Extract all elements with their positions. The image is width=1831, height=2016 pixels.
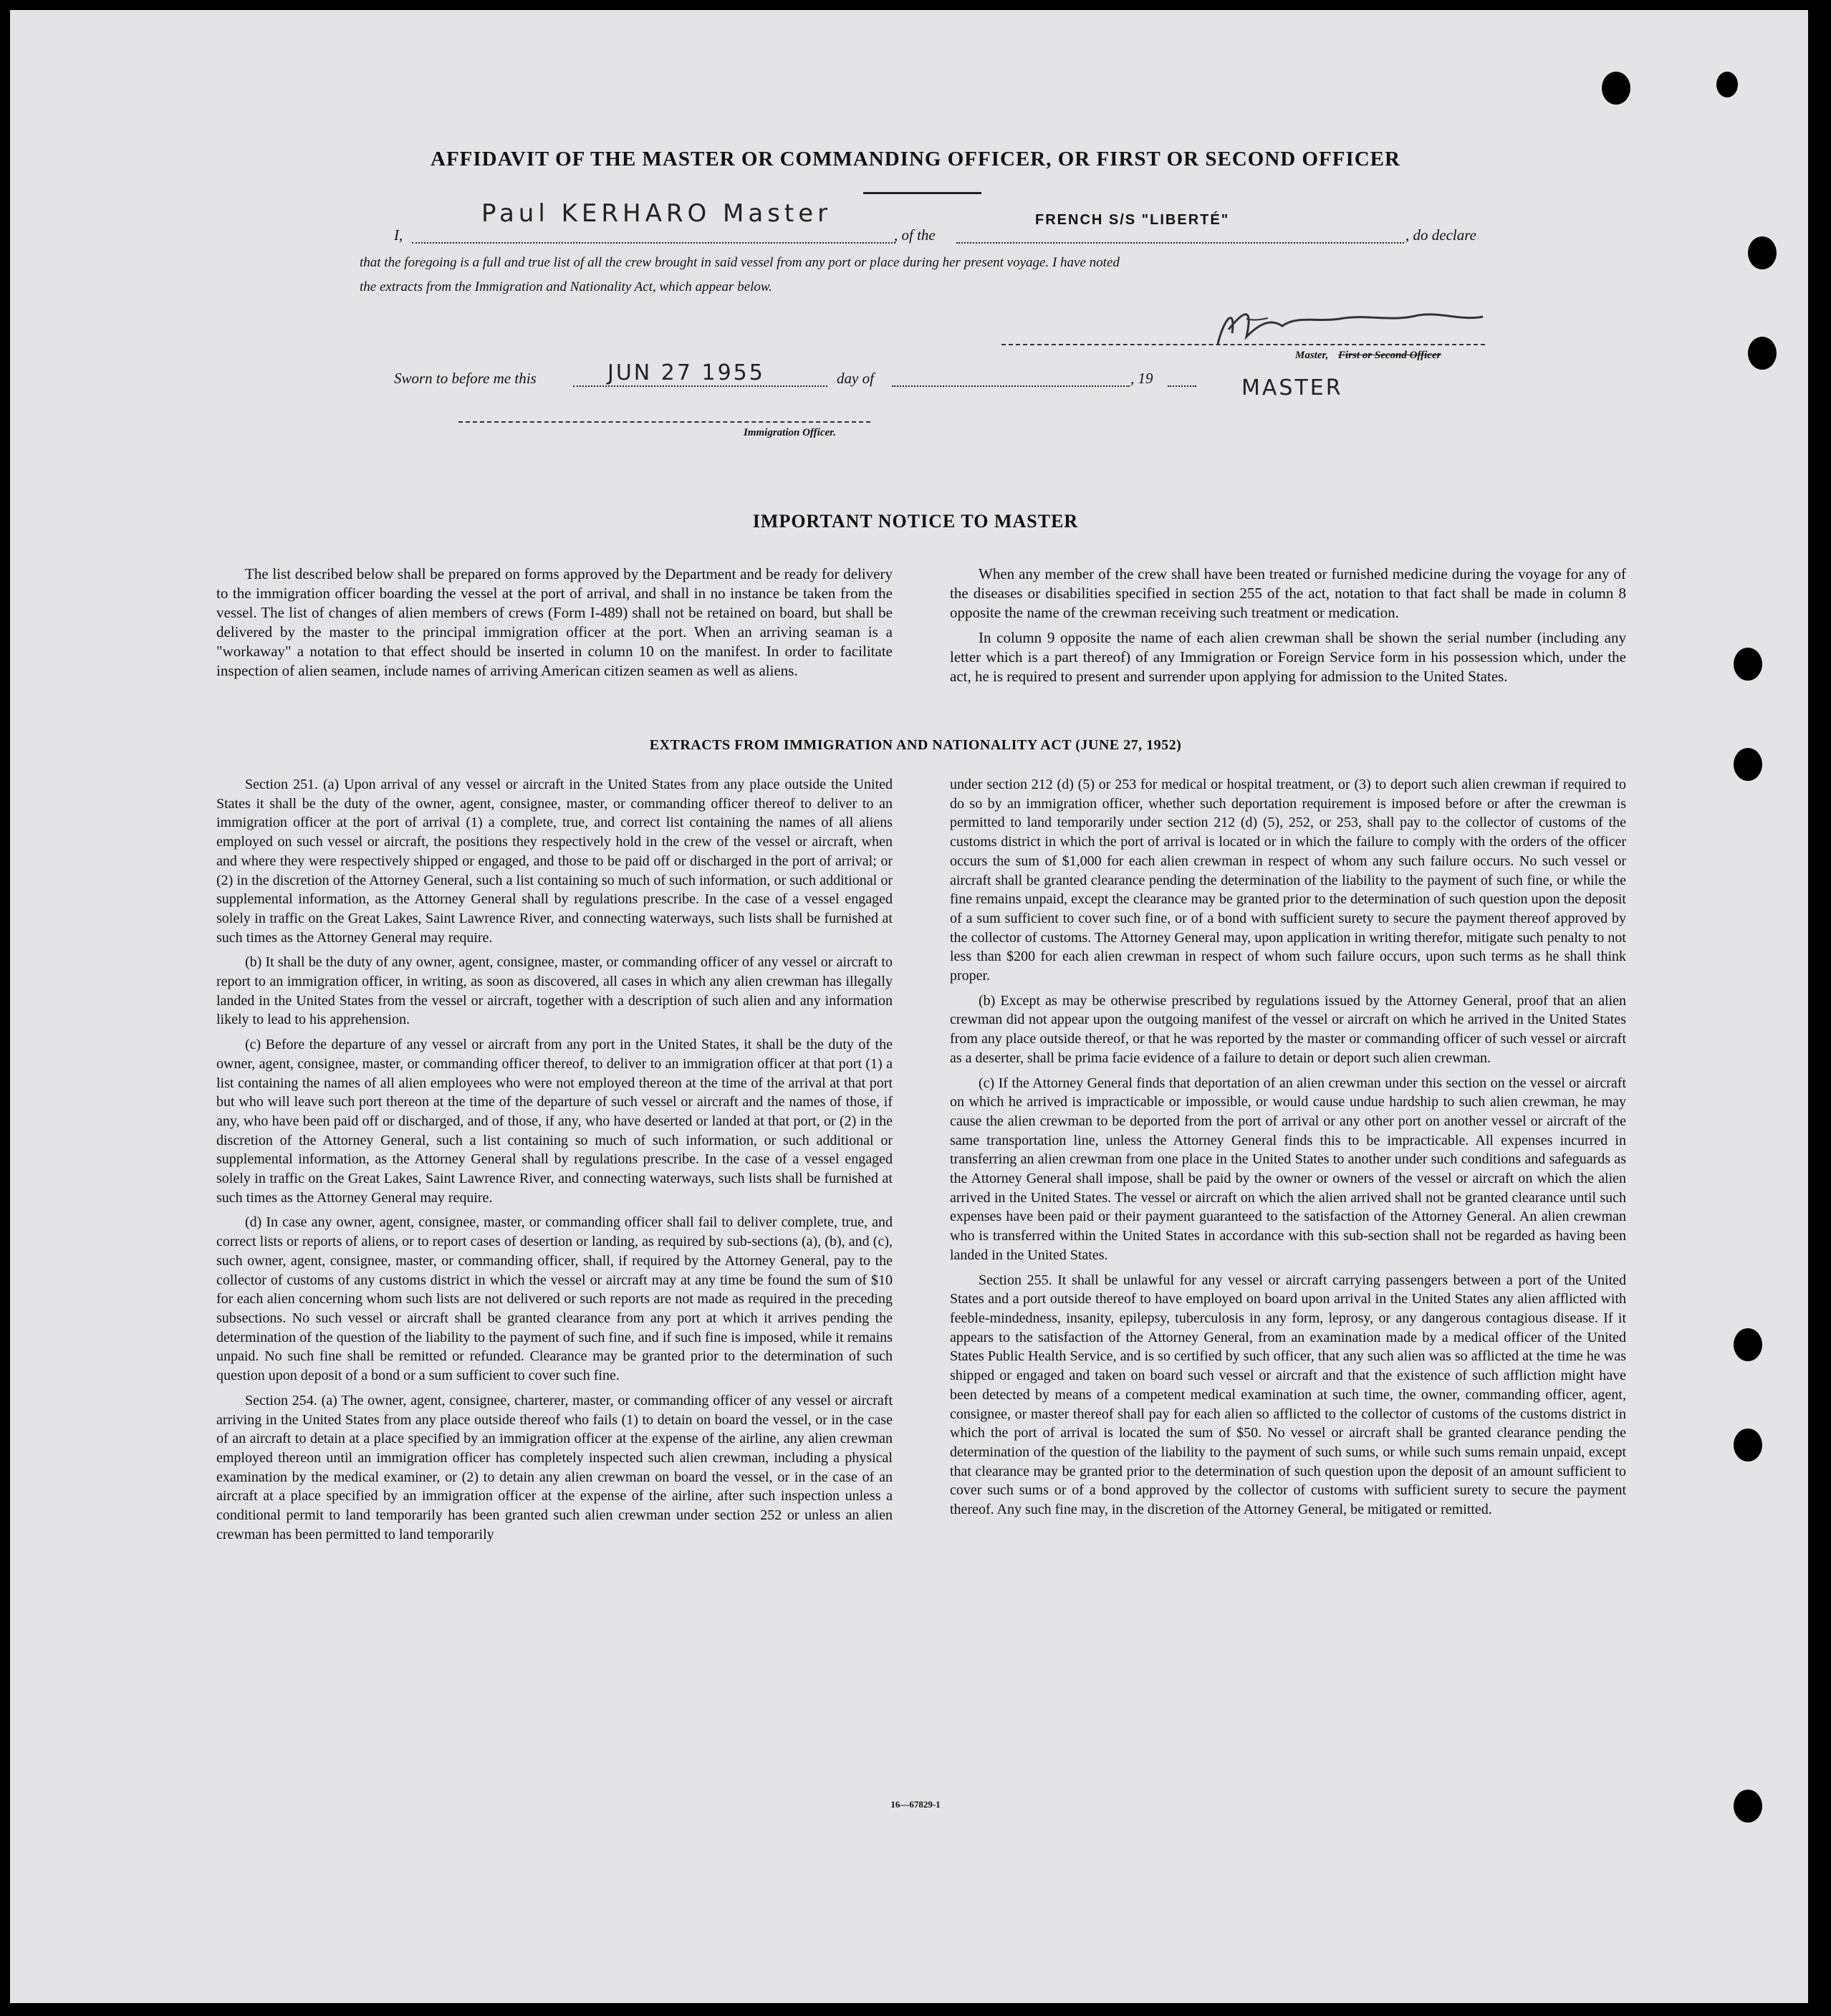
extracts-left-column <box>216 775 893 1550</box>
immigration-officer-line <box>458 421 870 423</box>
master-caption: Master, <box>1295 350 1329 361</box>
declaration-statement-2: the extracts from the Immigration and Nationality Act, which appear below. <box>360 279 772 294</box>
struck-officer-caption: First or Second Officer <box>1338 350 1441 361</box>
month-field-line <box>892 385 1130 387</box>
extract-paragraph: (b) Except as may be otherwise prescribed by regulations issued by the Attorney General, proof that an alien crewman did not appear upon the outgoing manifest of the vessel or aircraft on which he arrived in the United States from any place outside thereof, or that he was reported by the master or commanding officer of such vessel or aircraft as a deserter, shall be prima facie evidence of a failure to detain or deport such alien crewman. <box>950 992 1626 1066</box>
extract-paragraph: Section 251. (a) Upon arrival of any vessel or aircraft in the United States from any place outside the United States it shall be the duty of the owner, agent, consignee, master, or commanding officer thereof to deliver to an immigration officer at the port of arrival (1) a complete, true, and correct list containing the names of all aliens employed on such vessel or aircraft, the positions they respectively hold in the crew of the vessel or aircraft, when and where they were respectively shipped or engaged, and those to be paid off or discharged in the port of arrival; or (2) in the discretion of the Attorney General, such a list containing so much of such information, or such additional or supplemental information, as the Attorney General shall by regulations prescribe. In the case of a vessel engaged solely in traffic on the Great Lakes, Saint Lawrence River, and connecting waterways, such lists shall be furnished at such times as the Attorney General may require. <box>216 777 893 946</box>
do-declare-label: , do declare <box>1405 226 1476 244</box>
notice-right-paragraph: When any member of the crew shall have been treated or furnished medicine during the voyage for any of the diseases or disabilities specified in section 255 of the act, notation to that fact shall be made in column 8 opposite the name of the crewman receiving such treatment or medication. <box>950 565 1626 621</box>
extract-paragraph: (b) It shall be the duty of any owner, agent, consignee, master, or commanding officer of any vessel or aircraft to report to an immigration officer, in writing, as soon as discovered, all cases in which any alien crewman has illegally landed in the United States from the vessel or aircraft, together with a description of such alien and any information likely to lead to his apprehension. <box>216 954 893 1028</box>
declaration-statement-1: that the foregoing is a full and true list of all the crew brought in said vessel from any port or place during her present voyage. I have noted <box>360 255 1120 270</box>
extract-paragraph: (c) If the Attorney General finds that deportation of an alien crewman under this section on the vessel or aircraft on which he arrived is impracticable or impossible, or would cause undue hardship to such alien crewman, he may cause the alien crewman to be deported from the port of arrival or any other port on another vessel or aircraft of the same transportation line, unless the Attorney General finds this to be impracticable. All expenses incurred in transferring an alien crewman from one place in the United States to another under such conditions and safeguards as the Attorney General shall impose, shall be paid by the owner or owners of the vessel or aircraft on which the alien arrived in the United States. The vessel or aircraft on which the alien arrived shall not be granted clearance until such expenses have been paid or their payment guaranteed to the satisfaction of the Attorney General. An alien crewman who is transferred within the United States in accordance with this sub-section shall not be regarded as having been landed in the United States. <box>950 1075 1626 1263</box>
punch-hole <box>1602 72 1630 105</box>
sworn-date-stamp: JUN 27 1955 <box>607 360 765 385</box>
affidavit-title: AFFIDAVIT OF THE MASTER OR COMMANDING OFFICER, OR FIRST OR SECOND OFFICER <box>431 148 1400 171</box>
year-field-line <box>1168 385 1196 387</box>
vessel-name: FRENCH S/S "LIBERTÉ" <box>1035 212 1230 228</box>
notice-right-column <box>950 565 1626 692</box>
punch-hole <box>1734 648 1762 681</box>
day-of-label: day of <box>837 370 874 387</box>
name-field-line <box>412 242 895 244</box>
notice-right-paragraph: In column 9 opposite the name of each alien crewman shall be shown the serial number (including any letter which is a part thereof) of any Immigration or Foreign Service form in his possession which, under the act, he is required to present and surrender upon applying for admission to the United States. <box>950 629 1626 685</box>
notice-left-paragraph: The list described below shall be prepared on forms approved by the Department and be ready for delivery to the immigration officer boarding the vessel at the port of arrival, and shall in no instance be taken from the vessel. The list of changes of alien members of crews (Form I-489) shall not be retained on board, but shall be delivered by the master to the principal immigration officer at the port. When an arriving seaman is a "workaway" a notation to that effect should be inserted in column 10 on the manifest. In order to facilitate inspection of alien seamen, include names of arriving American citizen seamen as well as aliens. <box>216 565 893 679</box>
master-name-underline <box>863 192 981 194</box>
punch-hole <box>1734 1328 1762 1361</box>
extract-paragraph: Section 255. It shall be unlawful for any vessel or aircraft carrying passengers between a port of the United States and a port outside thereof to have employed on board upon arrival in the United States any alien afflicted with feeble-mindedness, insanity, epilepsy, tuberculosis in any form, leprosy, or any dangerous contagious disease. If it appears to the satisfaction of the Attorney General, from an examination made by a medical officer of the United States Public Health Service, and is so certified by such officer, that any such alien was so afflicted at the time he was shipped or engaged and taken on board such vessel or aircraft and that the existence of such affliction might have been detected by means of a competent medical examination at such time, the owner, commanding officer, agent, consignee, or master thereof shall pay for each alien so afflicted to the collector of customs of the customs district in which the port of arrival is located the sum of $50. No vessel or aircraft shall be granted clearance pending the determination of the question of the liability to the payment of such sums, or while such sums remain unpaid, except that clearance may be granted prior to the determination of such question upon the deposit of an amount sufficient to cover such sums or of a bond approved by the collector of customs with sufficient surety to secure the payment thereof. Any such fine may, in the discretion of the Attorney General, be mitigated or remitted. <box>950 1272 1626 1518</box>
form-code: 16—67829-1 <box>890 1799 941 1810</box>
extracts-title: EXTRACTS FROM IMMIGRATION AND NATIONALITY ACT (JUNE 27, 1952) <box>649 737 1182 753</box>
punch-hole <box>1716 72 1738 97</box>
notice-title: IMPORTANT NOTICE TO MASTER <box>752 511 1079 532</box>
notice-left-column <box>216 565 893 686</box>
punch-hole <box>1734 1429 1762 1461</box>
sworn-prefix: Sworn to before me this <box>394 370 537 387</box>
extract-paragraph: Section 254. (a) The owner, agent, consignee, charterer, master, or commanding officer of any vessel or aircraft arriving in the United States from any place outside thereof who fails (1) to detain on board the vessel, or in the case of an aircraft to detain at a place specified by an immigration officer at the expense of the airline, any alien crewman employed thereon until an immigration officer has completely inspected such alien crewman, including a physical examination by the medical examiner, or (2) to detain any alien crewman on board the vessel, or in the case of an aircraft at a place specified by an immigration officer at the expense of the airline, after such inspection unless a conditional permit to land temporarily has been granted such alien crewman under section 252 or unless an alien crewman has been permitted to land temporarily <box>216 1392 893 1542</box>
of-the-label: , of the <box>894 226 936 244</box>
immigration-officer-caption: Immigration Officer. <box>744 427 836 438</box>
punch-hole <box>1748 236 1777 269</box>
year-prefix: , 19 <box>1130 370 1153 387</box>
extract-paragraph: (d) In case any owner, agent, consignee, master, or commanding officer shall fail to deliver complete, true, and correct lists or reports of aliens, or to report cases of desertion or landing, as required by sub-sections (a), (b), and (c), such owner, agent, consignee, master, or commanding officer, shall, if required by the Attorney General, pay to the collector of customs of any customs district in which the vessel or aircraft may at any time be found the sum of $10 for each alien concerning whom such lists are not delivered or such reports are not made as required in the preceding subsections. No such vessel or aircraft shall be granted clearance from any port at which it arrives pending the determination of the question of the liability to the payment of such fine, and if such fine is imposed, while it remains unpaid. No such fine shall be remitted or refunded. Clearance may be granted prior to the determination of such question upon deposit of a bond or a sum sufficient to cover such fine. <box>216 1214 893 1384</box>
master-title-stamp: MASTER <box>1241 375 1343 400</box>
extracts-right-column <box>950 775 1626 1525</box>
signature-line <box>1001 344 1485 345</box>
sworn-date-line <box>573 385 827 387</box>
master-name-handwritten: Paul KERHARO Master <box>481 199 832 228</box>
declaration-line-prefix: I, <box>394 226 403 244</box>
extract-paragraph: (c) Before the departure of any vessel or aircraft from any port in the United States, it shall be the duty of the owner, agent, consignee, master, or commanding officer thereof, to deliver to an immigration officer at that port (1) a list containing the names of all alien employees who were not employed thereon at the time of the arrival at that port but who will leave such port thereon at the time of the departure of such vessel or aircraft and the names of those, if any, who have been paid off or discharged, and of those, if any, who have deserted or landed at that port, or (2) in the discretion of the Attorney General, such a list containing so much of such information, or such additional or supplemental information, as the Attorney General shall by regulations prescribe. In the case of a vessel engaged solely in traffic on the Great Lakes, Saint Lawrence River, and connecting waterways, such lists shall be furnished at such times as the Attorney General may require. <box>216 1037 893 1206</box>
vessel-field-line <box>956 242 1404 244</box>
punch-hole <box>1748 337 1777 370</box>
extract-paragraph: under section 212 (d) (5) or 253 for medical or hospital treatment, or (3) to deport such alien crewman if required to do so by an immigration officer, whether such deportation requirement is imposed before or after the crewman is permitted to land temporarily under section 212 (d) (5), 252, or 253, shall pay to the collector of customs of the customs district in which the port of arrival is located or in which the failure to comply with the orders of the officer occurs the sum of $1,000 for each alien crewman in respect of whom any such failure occurs. No such vessel or aircraft shall be granted clearance pending the determination of the liability to the payment of such fine, or while the fine remains unpaid, except the clearance may be granted prior to the determination of such question upon the deposit of a sum sufficient to cover such fine, or of a bond with sufficient surety to secure the payment thereof approved by the collector of customs. The Attorney General may, upon application in writing therefor, mitigate such penalty to not less than $200 for each alien crewman in respect of whom such failure occurs, upon such terms as he shall think proper. <box>950 777 1626 984</box>
